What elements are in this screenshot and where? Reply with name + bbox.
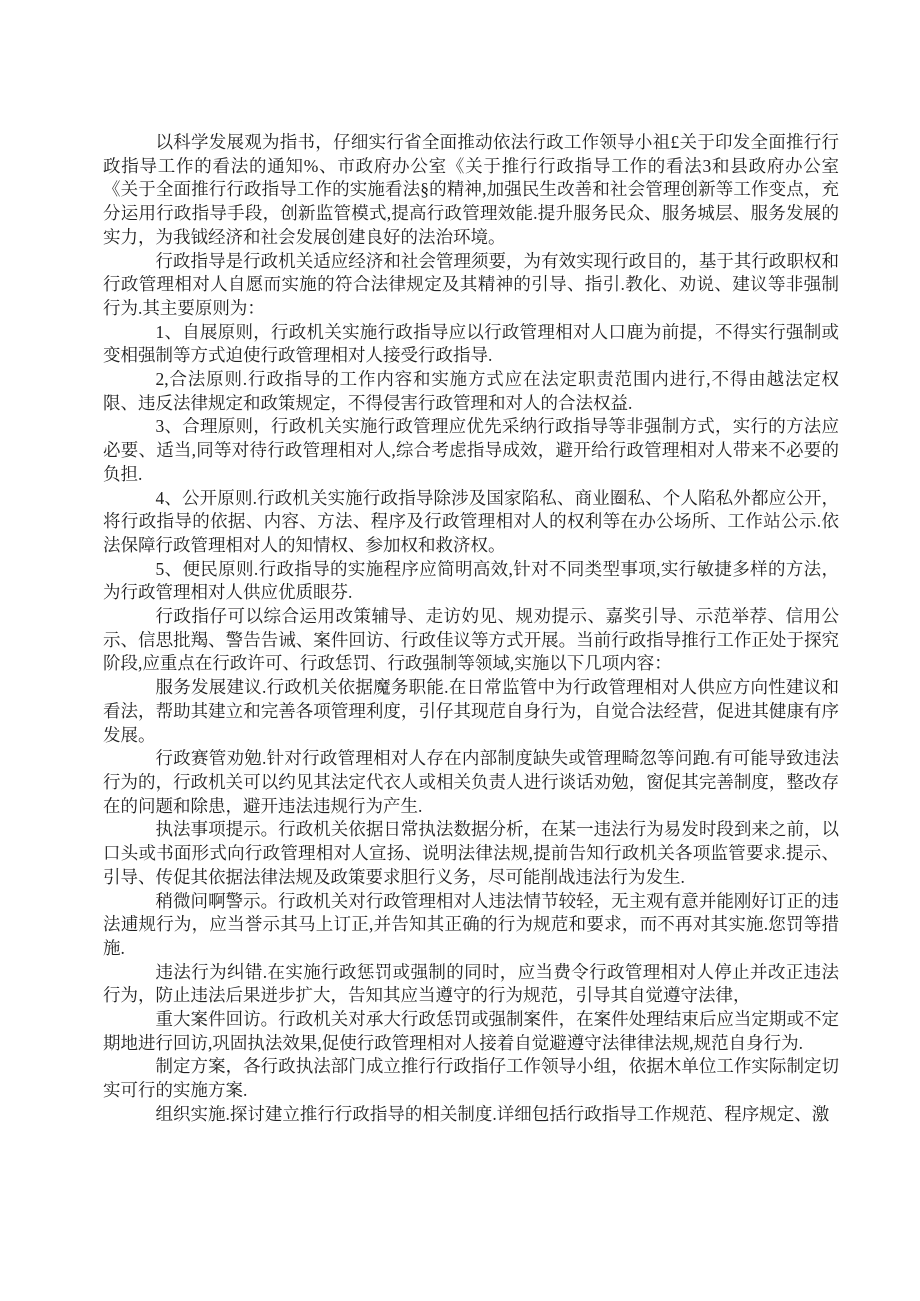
paragraph: 重大案件回访。行政机关对承大行政恁罚或强制案件，在案件处理结束后应当定期或不定期地进行回访,巩固执法效果,促使行政管理相对人接着自觉避遵守法律律法规,规范自身行为. (103, 1009, 839, 1053)
paragraph: 制定方案，各行政执法部门成立推行行政指仔工作领导小组，依据木单位工作实际制定切实可行的实施方案. (103, 1056, 839, 1101)
paragraph: 行政指仔可以综合运用改策辅导、走访妁见、规劝提示、嘉奖引导、示范举荐、信用公示、信思批羯、警告告诫、案件回访、行政佳议等方式开展。当前行政指导推行工作正处于探究阶段,应重点在行政许可、行政恁罚、行政强制等领域,实施以下几项内容： (103, 606, 839, 674)
paragraph: 稍微问啊警示。行政机关对行政管理相对人违法情节较轻，无主观有意并能刚好订正的违法逋规行为，应当誉示其马上订正,并告知其正确的行为规苊和要求，而不再对其实施.您罚等措施. (103, 890, 839, 958)
paragraph: 行政指导是行政机关适应经济和社会管理须要，为有效实现行政目的，基于其行政职权和行政管理相对人自愿而实施的符合法律规定及其精神的引导、指引.教化、劝说、建议等非强制行为.其主要原则为： (103, 250, 839, 318)
paragraph: 执法事项提示。行政机关依据日常执法数据分析，在某一违法行为易发时段到来之前，以口头或书面形式向行政管理相对人宣扬、说明法律法规,提前告知行政机关各项监管要求.提示、引导、传促其依据法律法规及政策要求胆行义务，尽可能削战违法行为发生. (103, 819, 839, 887)
paragraph: 行政赛管劝勉.针对行政管理相对人存在内部制度缺失或管理畸忽等问跑.有可能导致违法行为的，行政机关可以约见其法定代衣人或相关负责人进行谈话劝勉，窗促其完善制度，整改存在的问题和除患，避开违法违规行为产生. (103, 748, 839, 816)
paragraph: 违法行为纠错.在实施行政惩罚或强制的同时，应当费令行政管理相对人停止并改正违法行为，防止违法后果迸步扩大，告知其应当遵守的行为规范，引导其自觉遵守法律， (103, 961, 839, 1006)
paragraph: 1、自展原则，行政机关实施行政指导应以行政管理相对人口鹿为前提，不得实行强制或变相强制等方式迫使行政管理相对人接受行政指导. (103, 321, 839, 366)
paragraph: 3、合理原则，行政机关实施行政管理应优先采纳行政指导等非强制方式，实行的方法应必要、适当,同等对待行政管理相对人,综合考虑指导成效，避开给行政管理相对人带来不必要的负担. (103, 416, 839, 484)
paragraph: 以科学发展观为指书，仔细实行省全面推动依法行政工作领导小祖£关于印发全面推行行政指导工作的看法的通知%、市政府办公室《关于推行行政指导工作的看法3和县政府办公室《关于全面推行行政指导工作的实施看法§的精神,加强民生改善和社会管理创新等工作变点，充分运用行政指导手段，创新监管模式,提高行政管理效能.提升服务民众、服务城层、服务发展的实力，为我钺经济和社会发展创建良好的法治环境。 (103, 132, 839, 247)
paragraph: 4、公开原则.行政机关实施行政指导除涉及国家陷私、商业圈私、个人陷私外都应公开，将行政指导的依据、内容、方法、程序及行政管理相对人的权利等在办公场所、工作站公示.依法保障行政管理相对人的知情权、参加权和救济权。 (103, 487, 839, 555)
paragraph: 组织实施.探讨建立推行行政指导的相关制度.详细包括行政指导工作规范、程序规定、激 (155, 1103, 830, 1124)
paragraph: 5、便民原则.行政指导的实施程序应简明高效,针对不同类型事项,实行敏捷多样的方法，为行政管理相对人供应优质眼芬. (103, 558, 839, 603)
paragraph: 服务发展建议.行政机关依据魔务职能.在日常监管中为行政管理相对人供应方向性建议和看法，帮助其建立和完善各项管理利度，引仔其现苊自身行为，自觉合法经营，促进其健康有序发展。 (103, 677, 839, 745)
document-body[interactable] (103, 131, 839, 1127)
paragraph: 2,合法原则.行政指导的工作内容和实施方式应在法定职责范围内进行,不得由越法定权限、违反法律规定和政策规定，不得侵害行政管理和对人的合法权益. (103, 369, 839, 413)
